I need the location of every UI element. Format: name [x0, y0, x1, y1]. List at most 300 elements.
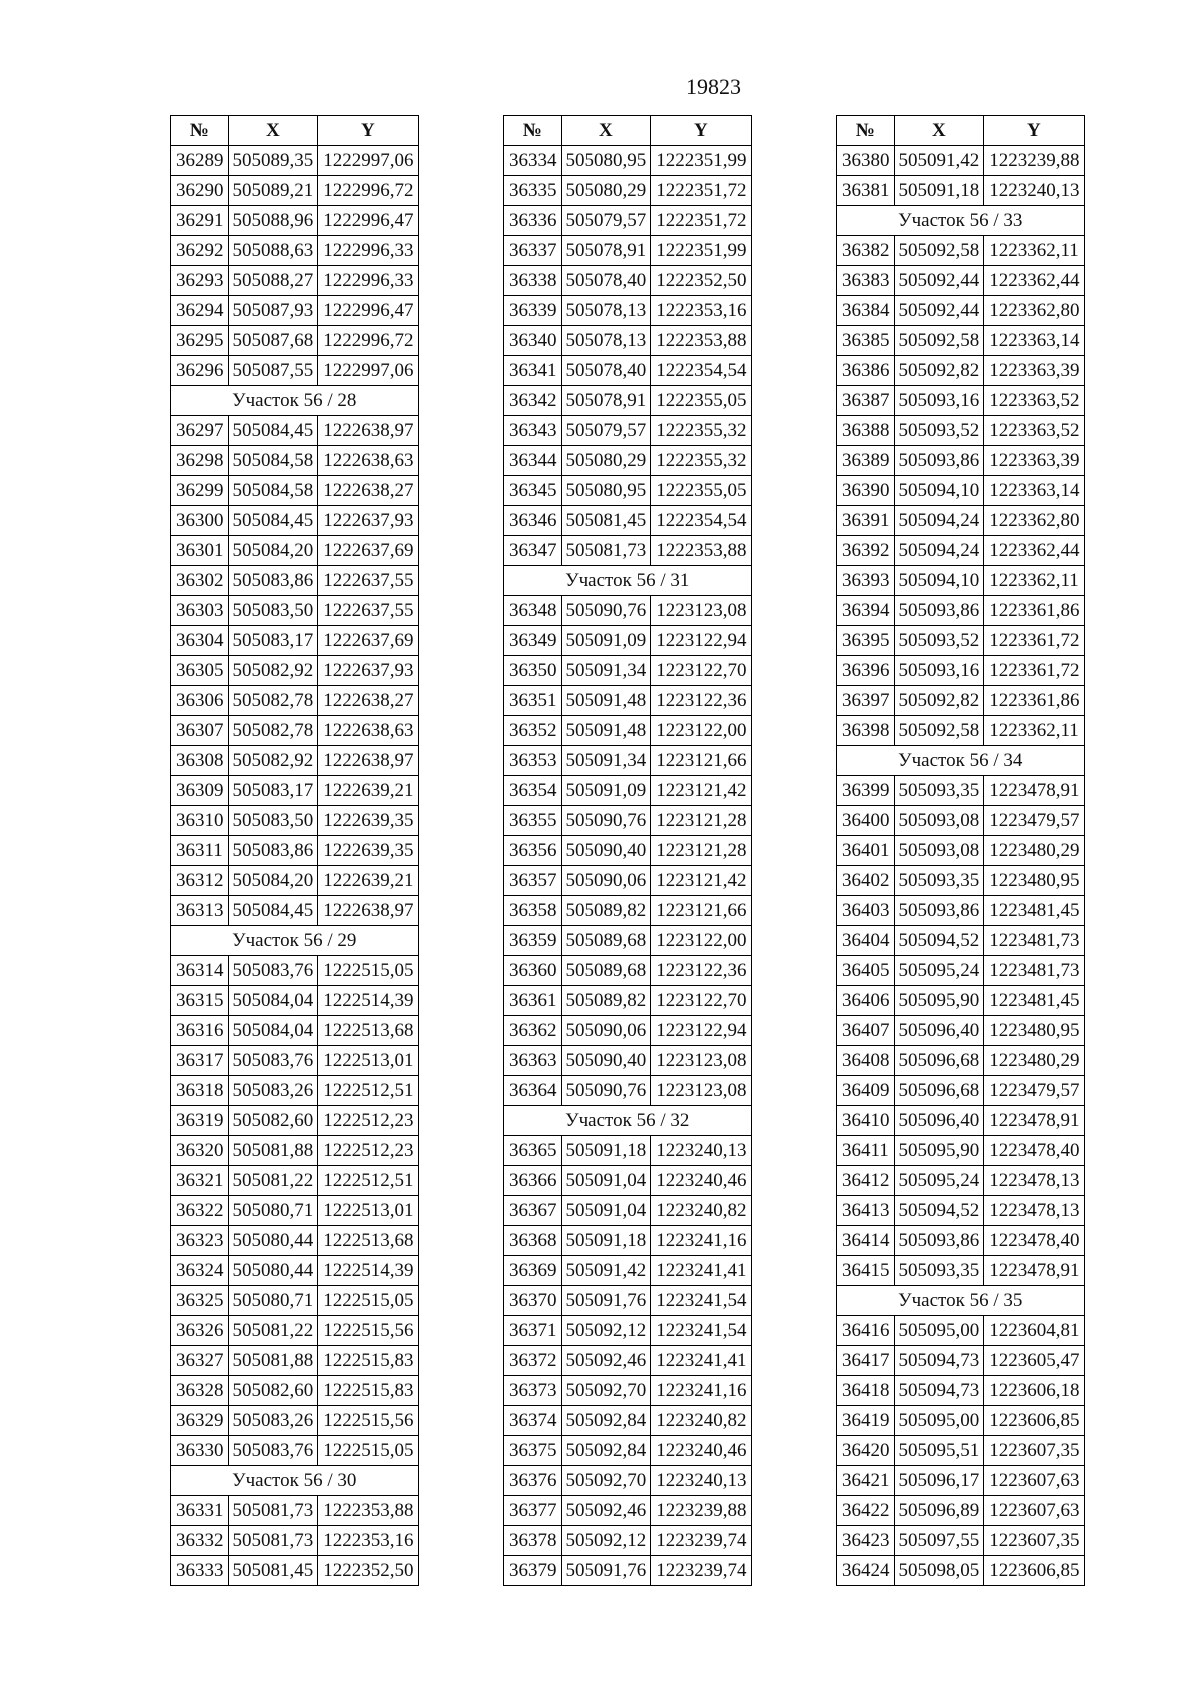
- table-row: [171, 836, 419, 866]
- point-number: 36368: [504, 1226, 562, 1256]
- table-row: [171, 296, 419, 326]
- x-coordinate: 505080,29: [561, 446, 651, 476]
- table-row: [837, 1016, 1085, 1046]
- y-coordinate: 1223122,94: [651, 626, 751, 656]
- x-coordinate: 505092,70: [561, 1376, 651, 1406]
- point-number: 36413: [837, 1196, 895, 1226]
- point-number: 36423: [837, 1526, 895, 1556]
- y-coordinate: 1223121,66: [651, 746, 751, 776]
- y-coordinate: 1222354,54: [651, 506, 751, 536]
- table-row: [837, 1256, 1085, 1286]
- x-coordinate: 505081,22: [228, 1316, 318, 1346]
- point-number: 36326: [171, 1316, 229, 1346]
- x-coordinate: 505081,45: [228, 1556, 318, 1586]
- x-coordinate: 505081,88: [228, 1346, 318, 1376]
- table-row: [504, 1256, 752, 1286]
- table-row: [504, 686, 752, 716]
- table-row: [837, 176, 1085, 206]
- x-coordinate: 505094,24: [894, 506, 984, 536]
- point-number: 36316: [171, 1016, 229, 1046]
- x-coordinate: 505091,34: [561, 656, 651, 686]
- table-row: [504, 386, 752, 416]
- y-coordinate: 1223361,72: [984, 656, 1084, 686]
- y-coordinate: 1223123,08: [651, 1076, 751, 1106]
- table-row: [504, 1376, 752, 1406]
- point-number: 36342: [504, 386, 562, 416]
- point-number: 36360: [504, 956, 562, 986]
- table-row: [504, 746, 752, 776]
- point-number: 36397: [837, 686, 895, 716]
- table-row: [504, 1196, 752, 1226]
- y-coordinate: 1223363,39: [984, 446, 1084, 476]
- table-row: [837, 386, 1085, 416]
- y-coordinate: 1223480,95: [984, 866, 1084, 896]
- point-number: 36330: [171, 1436, 229, 1466]
- table-row: [171, 746, 419, 776]
- x-coordinate: 505088,27: [228, 266, 318, 296]
- point-number: 36417: [837, 1346, 895, 1376]
- point-number: 36338: [504, 266, 562, 296]
- x-coordinate: 505083,86: [228, 566, 318, 596]
- x-coordinate: 505084,20: [228, 866, 318, 896]
- x-coordinate: 505096,68: [894, 1076, 984, 1106]
- y-coordinate: 1223361,72: [984, 626, 1084, 656]
- x-coordinate: 505094,73: [894, 1376, 984, 1406]
- x-coordinate: 505093,86: [894, 896, 984, 926]
- x-coordinate: 505092,12: [561, 1526, 651, 1556]
- point-number: 36390: [837, 476, 895, 506]
- x-coordinate: 505092,84: [561, 1436, 651, 1466]
- y-coordinate: 1223240,13: [984, 176, 1084, 206]
- point-number: 36414: [837, 1226, 895, 1256]
- table-row: [837, 146, 1085, 176]
- table-row: [837, 1406, 1085, 1436]
- table-row: [504, 926, 752, 956]
- point-number: 36314: [171, 956, 229, 986]
- x-coordinate: 505090,76: [561, 1076, 651, 1106]
- x-coordinate: 505083,76: [228, 1436, 318, 1466]
- table-row: [837, 1556, 1085, 1586]
- table-header-row: [837, 116, 1085, 146]
- y-coordinate: 1223121,66: [651, 896, 751, 926]
- table-row: [837, 536, 1085, 566]
- y-coordinate: 1223606,85: [984, 1406, 1084, 1436]
- x-coordinate: 505087,93: [228, 296, 318, 326]
- y-coordinate: 1223363,52: [984, 386, 1084, 416]
- x-coordinate: 505084,45: [228, 506, 318, 536]
- y-coordinate: 1223241,54: [651, 1286, 751, 1316]
- x-coordinate: 505093,86: [894, 1226, 984, 1256]
- table-row: [837, 1166, 1085, 1196]
- table-row: [837, 716, 1085, 746]
- y-coordinate: 1223480,29: [984, 1046, 1084, 1076]
- table-row: [171, 266, 419, 296]
- table-row: [837, 986, 1085, 1016]
- x-coordinate: 505092,44: [894, 266, 984, 296]
- table-row: [504, 416, 752, 446]
- table-row: [837, 416, 1085, 446]
- y-coordinate: 1222639,35: [318, 806, 418, 836]
- table-row: [171, 1436, 419, 1466]
- point-number: 36379: [504, 1556, 562, 1586]
- x-coordinate: 505082,92: [228, 746, 318, 776]
- x-coordinate: 505092,82: [894, 356, 984, 386]
- x-coordinate: 505091,76: [561, 1286, 651, 1316]
- table-row: [837, 356, 1085, 386]
- section-row: [837, 1286, 1085, 1316]
- y-coordinate: 1223479,57: [984, 1076, 1084, 1106]
- x-coordinate: 505083,76: [228, 956, 318, 986]
- table-row: [504, 626, 752, 656]
- point-number: 36378: [504, 1526, 562, 1556]
- y-coordinate: 1223239,88: [651, 1496, 751, 1526]
- x-coordinate: 505090,76: [561, 596, 651, 626]
- y-coordinate: 1223362,11: [984, 716, 1084, 746]
- x-coordinate: 505089,82: [561, 986, 651, 1016]
- y-coordinate: 1222515,05: [318, 956, 418, 986]
- y-coordinate: 1223605,47: [984, 1346, 1084, 1376]
- section-row: [171, 926, 419, 956]
- y-coordinate: 1222353,88: [651, 326, 751, 356]
- point-number: 36351: [504, 686, 562, 716]
- y-coordinate: 1222513,01: [318, 1046, 418, 1076]
- x-coordinate: 505080,71: [228, 1286, 318, 1316]
- y-coordinate: 1222353,88: [318, 1496, 418, 1526]
- y-coordinate: 1222996,72: [318, 326, 418, 356]
- x-coordinate: 505080,95: [561, 146, 651, 176]
- y-coordinate: 1222637,69: [318, 626, 418, 656]
- point-number: 36344: [504, 446, 562, 476]
- table-row: [504, 1466, 752, 1496]
- table-row: [504, 656, 752, 686]
- table-row: [837, 446, 1085, 476]
- table-row: [837, 1436, 1085, 1466]
- table-row: [171, 536, 419, 566]
- point-number: 36291: [171, 206, 229, 236]
- x-coordinate: 505092,44: [894, 296, 984, 326]
- table-row: [504, 1346, 752, 1376]
- x-coordinate: 505090,06: [561, 866, 651, 896]
- x-coordinate: 505078,40: [561, 356, 651, 386]
- table-row: [171, 506, 419, 536]
- y-coordinate: 1223606,18: [984, 1376, 1084, 1406]
- x-coordinate: 505088,63: [228, 236, 318, 266]
- y-coordinate: 1223240,46: [651, 1166, 751, 1196]
- point-number: 36392: [837, 536, 895, 566]
- y-coordinate: 1223241,16: [651, 1226, 751, 1256]
- y-coordinate: 1223241,41: [651, 1346, 751, 1376]
- y-coordinate: 1223240,46: [651, 1436, 751, 1466]
- point-number: 36349: [504, 626, 562, 656]
- header-y: Y: [984, 116, 1084, 146]
- table-row: [504, 896, 752, 926]
- coordinates-table: [170, 115, 419, 1586]
- x-coordinate: 505081,88: [228, 1136, 318, 1166]
- y-coordinate: 1223122,36: [651, 956, 751, 986]
- x-coordinate: 505087,55: [228, 356, 318, 386]
- y-coordinate: 1222514,39: [318, 986, 418, 1016]
- x-coordinate: 505089,35: [228, 146, 318, 176]
- y-coordinate: 1223606,85: [984, 1556, 1084, 1586]
- point-number: 36319: [171, 1106, 229, 1136]
- x-coordinate: 505093,52: [894, 626, 984, 656]
- x-coordinate: 505094,73: [894, 1346, 984, 1376]
- point-number: 36310: [171, 806, 229, 836]
- x-coordinate: 505088,96: [228, 206, 318, 236]
- point-number: 36415: [837, 1256, 895, 1286]
- x-coordinate: 505092,12: [561, 1316, 651, 1346]
- point-number: 36376: [504, 1466, 562, 1496]
- point-number: 36296: [171, 356, 229, 386]
- point-number: 36301: [171, 536, 229, 566]
- table-row: [504, 1286, 752, 1316]
- table-row: [504, 986, 752, 1016]
- x-coordinate: 505098,05: [894, 1556, 984, 1586]
- x-coordinate: 505093,08: [894, 836, 984, 866]
- x-coordinate: 505082,92: [228, 656, 318, 686]
- y-coordinate: 1223481,45: [984, 986, 1084, 1016]
- point-number: 36297: [171, 416, 229, 446]
- point-number: 36354: [504, 776, 562, 806]
- x-coordinate: 505089,68: [561, 926, 651, 956]
- table-row: [504, 1016, 752, 1046]
- y-coordinate: 1222512,51: [318, 1076, 418, 1106]
- point-number: 36322: [171, 1196, 229, 1226]
- table-row: [837, 476, 1085, 506]
- table-row: [171, 566, 419, 596]
- point-number: 36317: [171, 1046, 229, 1076]
- x-coordinate: 505091,04: [561, 1166, 651, 1196]
- point-number: 36312: [171, 866, 229, 896]
- y-coordinate: 1223122,00: [651, 716, 751, 746]
- point-number: 36335: [504, 176, 562, 206]
- point-number: 36361: [504, 986, 562, 1016]
- point-number: 36409: [837, 1076, 895, 1106]
- y-coordinate: 1222354,54: [651, 356, 751, 386]
- y-coordinate: 1222352,50: [318, 1556, 418, 1586]
- table-row: [171, 1226, 419, 1256]
- table-row: [504, 296, 752, 326]
- x-coordinate: 505081,73: [561, 536, 651, 566]
- point-number: 36321: [171, 1166, 229, 1196]
- table-row: [837, 1466, 1085, 1496]
- table-row: [504, 446, 752, 476]
- x-coordinate: 505094,24: [894, 536, 984, 566]
- table-row: [171, 176, 419, 206]
- y-coordinate: 1222512,23: [318, 1106, 418, 1136]
- y-coordinate: 1223480,29: [984, 836, 1084, 866]
- x-coordinate: 505095,24: [894, 1166, 984, 1196]
- table-row: [171, 656, 419, 686]
- y-coordinate: 1223478,91: [984, 1106, 1084, 1136]
- point-number: 36347: [504, 536, 562, 566]
- x-coordinate: 505092,58: [894, 716, 984, 746]
- section-title: Участок 56 / 28: [171, 386, 419, 416]
- y-coordinate: 1223240,13: [651, 1466, 751, 1496]
- table-row: [504, 176, 752, 206]
- section-title: Участок 56 / 33: [837, 206, 1085, 236]
- coordinates-table: [836, 115, 1085, 1586]
- x-coordinate: 505093,86: [894, 596, 984, 626]
- x-coordinate: 505093,08: [894, 806, 984, 836]
- y-coordinate: 1222514,39: [318, 1256, 418, 1286]
- y-coordinate: 1223361,86: [984, 686, 1084, 716]
- header-number: №: [504, 116, 562, 146]
- x-coordinate: 505093,16: [894, 386, 984, 416]
- point-number: 36400: [837, 806, 895, 836]
- x-coordinate: 505078,13: [561, 326, 651, 356]
- x-coordinate: 505084,20: [228, 536, 318, 566]
- point-number: 36356: [504, 836, 562, 866]
- header-y: Y: [651, 116, 751, 146]
- header-y: Y: [318, 116, 418, 146]
- point-number: 36410: [837, 1106, 895, 1136]
- x-coordinate: 505096,89: [894, 1496, 984, 1526]
- y-coordinate: 1223604,81: [984, 1316, 1084, 1346]
- point-number: 36369: [504, 1256, 562, 1286]
- table-row: [504, 236, 752, 266]
- point-number: 36395: [837, 626, 895, 656]
- y-coordinate: 1223480,95: [984, 1016, 1084, 1046]
- table-row: [504, 956, 752, 986]
- table-row: [171, 1046, 419, 1076]
- table-row: [171, 1076, 419, 1106]
- x-coordinate: 505084,58: [228, 476, 318, 506]
- point-number: 36343: [504, 416, 562, 446]
- table-row: [837, 1526, 1085, 1556]
- point-number: 36408: [837, 1046, 895, 1076]
- table-row: [504, 536, 752, 566]
- point-number: 36327: [171, 1346, 229, 1376]
- x-coordinate: 505095,90: [894, 986, 984, 1016]
- table-row: [837, 236, 1085, 266]
- section-row: [504, 566, 752, 596]
- table-row: [504, 356, 752, 386]
- point-number: 36384: [837, 296, 895, 326]
- y-coordinate: 1222515,83: [318, 1346, 418, 1376]
- x-coordinate: 505091,76: [561, 1556, 651, 1586]
- table-row: [504, 1166, 752, 1196]
- point-number: 36294: [171, 296, 229, 326]
- y-coordinate: 1223123,08: [651, 1046, 751, 1076]
- section-title: Участок 56 / 34: [837, 746, 1085, 776]
- x-coordinate: 505083,26: [228, 1406, 318, 1436]
- table-row: [171, 806, 419, 836]
- point-number: 36416: [837, 1316, 895, 1346]
- x-coordinate: 505082,78: [228, 686, 318, 716]
- y-coordinate: 1223479,57: [984, 806, 1084, 836]
- y-coordinate: 1223362,44: [984, 266, 1084, 296]
- point-number: 36298: [171, 446, 229, 476]
- table-row: [837, 1316, 1085, 1346]
- x-coordinate: 505078,40: [561, 266, 651, 296]
- x-coordinate: 505092,70: [561, 1466, 651, 1496]
- y-coordinate: 1223241,16: [651, 1376, 751, 1406]
- x-coordinate: 505091,48: [561, 716, 651, 746]
- point-number: 36340: [504, 326, 562, 356]
- y-coordinate: 1222996,33: [318, 236, 418, 266]
- point-number: 36350: [504, 656, 562, 686]
- table-row: [171, 146, 419, 176]
- y-coordinate: 1222353,16: [318, 1526, 418, 1556]
- point-number: 36393: [837, 566, 895, 596]
- y-coordinate: 1223607,35: [984, 1436, 1084, 1466]
- x-coordinate: 505092,46: [561, 1346, 651, 1376]
- x-coordinate: 505090,06: [561, 1016, 651, 1046]
- table-row: [837, 806, 1085, 836]
- table-row: [837, 1226, 1085, 1256]
- point-number: 36302: [171, 566, 229, 596]
- table-row: [504, 1136, 752, 1166]
- point-number: 36364: [504, 1076, 562, 1106]
- x-coordinate: 505093,35: [894, 776, 984, 806]
- y-coordinate: 1223363,39: [984, 356, 1084, 386]
- table-row: [504, 1496, 752, 1526]
- point-number: 36308: [171, 746, 229, 776]
- y-coordinate: 1223123,08: [651, 596, 751, 626]
- x-coordinate: 505092,84: [561, 1406, 651, 1436]
- table-row: [837, 1346, 1085, 1376]
- y-coordinate: 1223240,82: [651, 1406, 751, 1436]
- y-coordinate: 1222638,27: [318, 476, 418, 506]
- table-header-row: [504, 116, 752, 146]
- section-title: Участок 56 / 35: [837, 1286, 1085, 1316]
- y-coordinate: 1223478,13: [984, 1196, 1084, 1226]
- table-row: [504, 806, 752, 836]
- table-row: [171, 1166, 419, 1196]
- point-number: 36332: [171, 1526, 229, 1556]
- table-row: [837, 896, 1085, 926]
- point-number: 36371: [504, 1316, 562, 1346]
- y-coordinate: 1222515,56: [318, 1316, 418, 1346]
- point-number: 36300: [171, 506, 229, 536]
- x-coordinate: 505091,04: [561, 1196, 651, 1226]
- y-coordinate: 1223362,80: [984, 506, 1084, 536]
- y-coordinate: 1223241,54: [651, 1316, 751, 1346]
- point-number: 36293: [171, 266, 229, 296]
- point-number: 36366: [504, 1166, 562, 1196]
- table-row: [171, 986, 419, 1016]
- point-number: 36382: [837, 236, 895, 266]
- table-row: [837, 1376, 1085, 1406]
- x-coordinate: 505083,76: [228, 1046, 318, 1076]
- x-coordinate: 505079,57: [561, 206, 651, 236]
- y-coordinate: 1223240,13: [651, 1136, 751, 1166]
- x-coordinate: 505094,52: [894, 926, 984, 956]
- x-coordinate: 505094,10: [894, 566, 984, 596]
- table-row: [504, 1046, 752, 1076]
- point-number: 36386: [837, 356, 895, 386]
- point-number: 36324: [171, 1256, 229, 1286]
- point-number: 36405: [837, 956, 895, 986]
- point-number: 36404: [837, 926, 895, 956]
- point-number: 36352: [504, 716, 562, 746]
- x-coordinate: 505095,00: [894, 1316, 984, 1346]
- table-row: [504, 506, 752, 536]
- point-number: 36419: [837, 1406, 895, 1436]
- x-coordinate: 505080,71: [228, 1196, 318, 1226]
- y-coordinate: 1223362,44: [984, 536, 1084, 566]
- x-coordinate: 505093,16: [894, 656, 984, 686]
- point-number: 36304: [171, 626, 229, 656]
- table-row: [171, 1496, 419, 1526]
- table-row: [171, 446, 419, 476]
- x-coordinate: 505087,68: [228, 326, 318, 356]
- y-coordinate: 1222513,68: [318, 1226, 418, 1256]
- x-coordinate: 505095,24: [894, 956, 984, 986]
- point-number: 36333: [171, 1556, 229, 1586]
- point-number: 36329: [171, 1406, 229, 1436]
